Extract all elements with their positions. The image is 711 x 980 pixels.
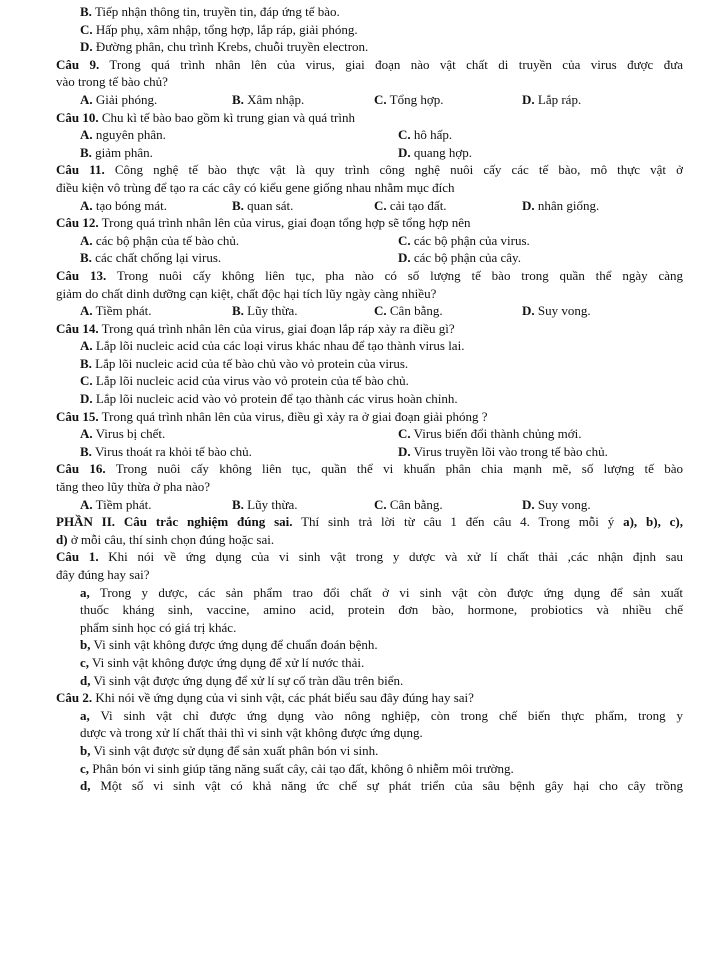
question-10-stem: Câu 10. Chu kì tế bào bao gồm kì trung gian và quá trình	[56, 109, 355, 125]
option-a[interactable]: A. Tiềm phát.	[80, 496, 152, 512]
question-16-stem: Câu 16. Trong nuôi cấy không liên tục, quần thể vi khuẩn phân chia mạnh mẽ, số lượng tế bào	[56, 461, 683, 477]
part2-heading: PHẦN II. Câu trắc nghiệm đúng sai. Thí sinh trả lời từ câu 1 đến câu 4. Trong mỗi ý a), b), c),	[56, 514, 683, 530]
tf-item-a-cont: dược và trong xử lí chất thải thì vi sinh vật không được ứng dụng.	[80, 725, 423, 741]
tf-question-2-stem: Câu 2. Khi nói về ứng dụng của vi sinh vật, các phát biểu sau đây đúng hay sai?	[56, 690, 474, 706]
question-13-options	[56, 302, 683, 320]
option-a[interactable]: A. các bộ phận của tế bào chủ.	[80, 232, 240, 248]
question-10-options-row1	[56, 126, 683, 144]
question-14-stem: Câu 14. Trong quá trình nhân lên của virus, giai đoạn lắp ráp xảy ra điều gì?	[56, 320, 455, 336]
option-d[interactable]: D. Virus truyền lõi vào trong tế bào chủ.	[398, 443, 608, 459]
option-d[interactable]: D. nhân giống.	[522, 197, 600, 213]
question-9-options	[56, 91, 683, 109]
part2-heading-cont: d) ở mỗi câu, thí sinh chọn đúng hoặc sai.	[56, 531, 275, 547]
option-d[interactable]: D. Suy vong.	[522, 303, 591, 319]
question-11-options	[56, 197, 683, 215]
question-10-options-row2	[56, 144, 683, 162]
question-9-stem-cont: vào trong tế bào chủ?	[56, 74, 168, 90]
tf-question-1-stem-cont: đây đúng hay sai?	[56, 567, 150, 582]
question-11-stem-cont: điều kiện vô trùng để tạo ra các cây có kiểu gene giống nhau nhằm mục đích	[56, 179, 455, 195]
option-a[interactable]: A. Giải phóng.	[80, 91, 158, 107]
tf-item-d[interactable]: d, Một số vi sinh vật có khả năng ức chế sự phát triển của sâu bệnh gây hại cho cây trồng	[80, 778, 683, 794]
tf-item-a-cont: phẩm sinh học có giá trị khác.	[80, 619, 237, 635]
question-15-options-row1	[56, 425, 683, 443]
option-c[interactable]: C. Hấp phụ, xâm nhập, tổng hợp, lắp ráp, giải phóng.	[80, 21, 358, 37]
tf-item-b[interactable]: b, Vi sinh vật không được ứng dụng để chuẩn đoán bệnh.	[80, 637, 378, 653]
tf-item-c[interactable]: c, Vi sinh vật không được ứng dụng để xử lí nước thải.	[80, 654, 365, 670]
tf-question-1-stem: Câu 1. Khi nói về ứng dụng của vi sinh vật trong y dược và xử lí chất thải ,các nhận định sau	[56, 549, 683, 565]
question-13-stem-cont: giảm do chất dinh dưỡng cạn kiệt, chất độc hại tích lũy ngày càng nhiều?	[56, 285, 437, 301]
tf-item-a-cont: thuốc kháng sinh, vaccine, amino acid, protein đơn bào, hormone, probiotics và nhiều chế	[80, 602, 683, 618]
option-d[interactable]: D. Suy vong.	[522, 496, 591, 512]
question-15-options-row2	[56, 443, 683, 461]
option-b[interactable]: B. Tiếp nhận thông tin, truyền tin, đáp ứng tế bào.	[80, 4, 340, 19]
option-b[interactable]: B. giảm phân.	[80, 144, 153, 160]
question-9-stem: Câu 9. Trong quá trình nhân lên của virus, giai đoạn nào vật chất di truyền của virus được đưa	[56, 56, 683, 72]
tf-item-c[interactable]: c, Phân bón vi sinh giúp tăng năng suất cây, cải tạo đất, không ô nhiễm môi trường.	[80, 760, 514, 776]
option-b[interactable]: B. Lũy thừa.	[232, 303, 298, 319]
question-15-stem: Câu 15. Trong quá trình nhân lên của virus, điều gì xảy ra ở giai đoạn giải phóng ?	[56, 408, 488, 424]
tf-item-d[interactable]: d, Vi sinh vật được ứng dụng để xử lí sự cố tràn dầu trên biển.	[80, 672, 404, 688]
tf-item-a[interactable]: a, Vi sinh vật chỉ được ứng dụng vào nông nghiệp, còn trong chế biến thực phẩm, trong y	[80, 707, 683, 723]
option-d[interactable]: D. các bộ phận của cây.	[398, 250, 521, 266]
option-c[interactable]: C. Virus biến đổi thành chủng mới.	[398, 426, 582, 442]
option-b[interactable]: B. Lũy thừa.	[232, 496, 298, 512]
question-12-options-row1	[56, 232, 683, 250]
option-d[interactable]: D. Lắp lõi nucleic acid vào vỏ protein để tạo thành các virus hoàn chỉnh.	[80, 391, 458, 407]
tf-item-a[interactable]: a, Trong y dược, các sản phẩm trao đổi chất ở vi sinh vật còn được ứng dụng để sản xuất	[80, 584, 683, 600]
option-b[interactable]: B. quan sát.	[232, 197, 294, 213]
option-a[interactable]: A. Lắp lõi nucleic acid của các loại virus khác nhau để tạo thành virus lai.	[80, 338, 465, 354]
option-a[interactable]: A. tạo bóng mát.	[80, 197, 168, 213]
option-a[interactable]: A. nguyên phân.	[80, 127, 166, 143]
option-c[interactable]: C. Tổng hợp.	[374, 91, 444, 107]
question-12-options-row2	[56, 249, 683, 267]
option-c[interactable]: C. Cân bằng.	[374, 303, 443, 319]
option-c[interactable]: C. hô hấp.	[398, 127, 453, 143]
option-b[interactable]: B. Xâm nhập.	[232, 91, 305, 107]
option-c[interactable]: C. cải tạo đất.	[374, 197, 447, 213]
tf-item-b[interactable]: b, Vi sinh vật được sử dụng để sản xuất phân bón vi sinh.	[80, 742, 379, 758]
question-12-stem: Câu 12. Trong quá trình nhân lên của virus, giai đoạn tổng hợp sẽ tổng hợp nên	[56, 215, 471, 231]
option-c[interactable]: C. Lắp lõi nucleic acid của virus vào vỏ protein của tế bào chủ.	[80, 373, 409, 389]
option-d[interactable]: D. Đường phân, chu trình Krebs, chuỗi truyền electron.	[80, 39, 369, 55]
option-c[interactable]: C. các bộ phận của virus.	[398, 232, 530, 248]
question-11-stem: Câu 11. Công nghệ tế bào thực vật là quy trình công nghệ nuôi cấy các tế bào, mô thực vật ở	[56, 162, 683, 178]
question-16-stem-cont: tăng theo lũy thừa ở pha nào?	[56, 479, 210, 495]
option-b[interactable]: B. Virus thoát ra khỏi tế bào chủ.	[80, 443, 252, 459]
option-a[interactable]: A. Virus bị chết.	[80, 426, 166, 442]
question-16-options	[56, 496, 683, 514]
option-d[interactable]: D. quang hợp.	[398, 144, 473, 160]
option-b[interactable]: B. Lắp lõi nucleic acid của tế bào chủ vào vỏ protein của virus.	[80, 355, 409, 371]
option-a[interactable]: A. Tiềm phát.	[80, 303, 152, 319]
question-13-stem: Câu 13. Trong nuôi cấy không liên tục, pha nào có số lượng tế bào trong quần thể ngày càng	[56, 267, 683, 283]
option-d[interactable]: D. Lắp ráp.	[522, 91, 582, 107]
option-c[interactable]: C. Cân bằng.	[374, 496, 443, 512]
option-b[interactable]: B. các chất chống lại virus.	[80, 250, 222, 266]
